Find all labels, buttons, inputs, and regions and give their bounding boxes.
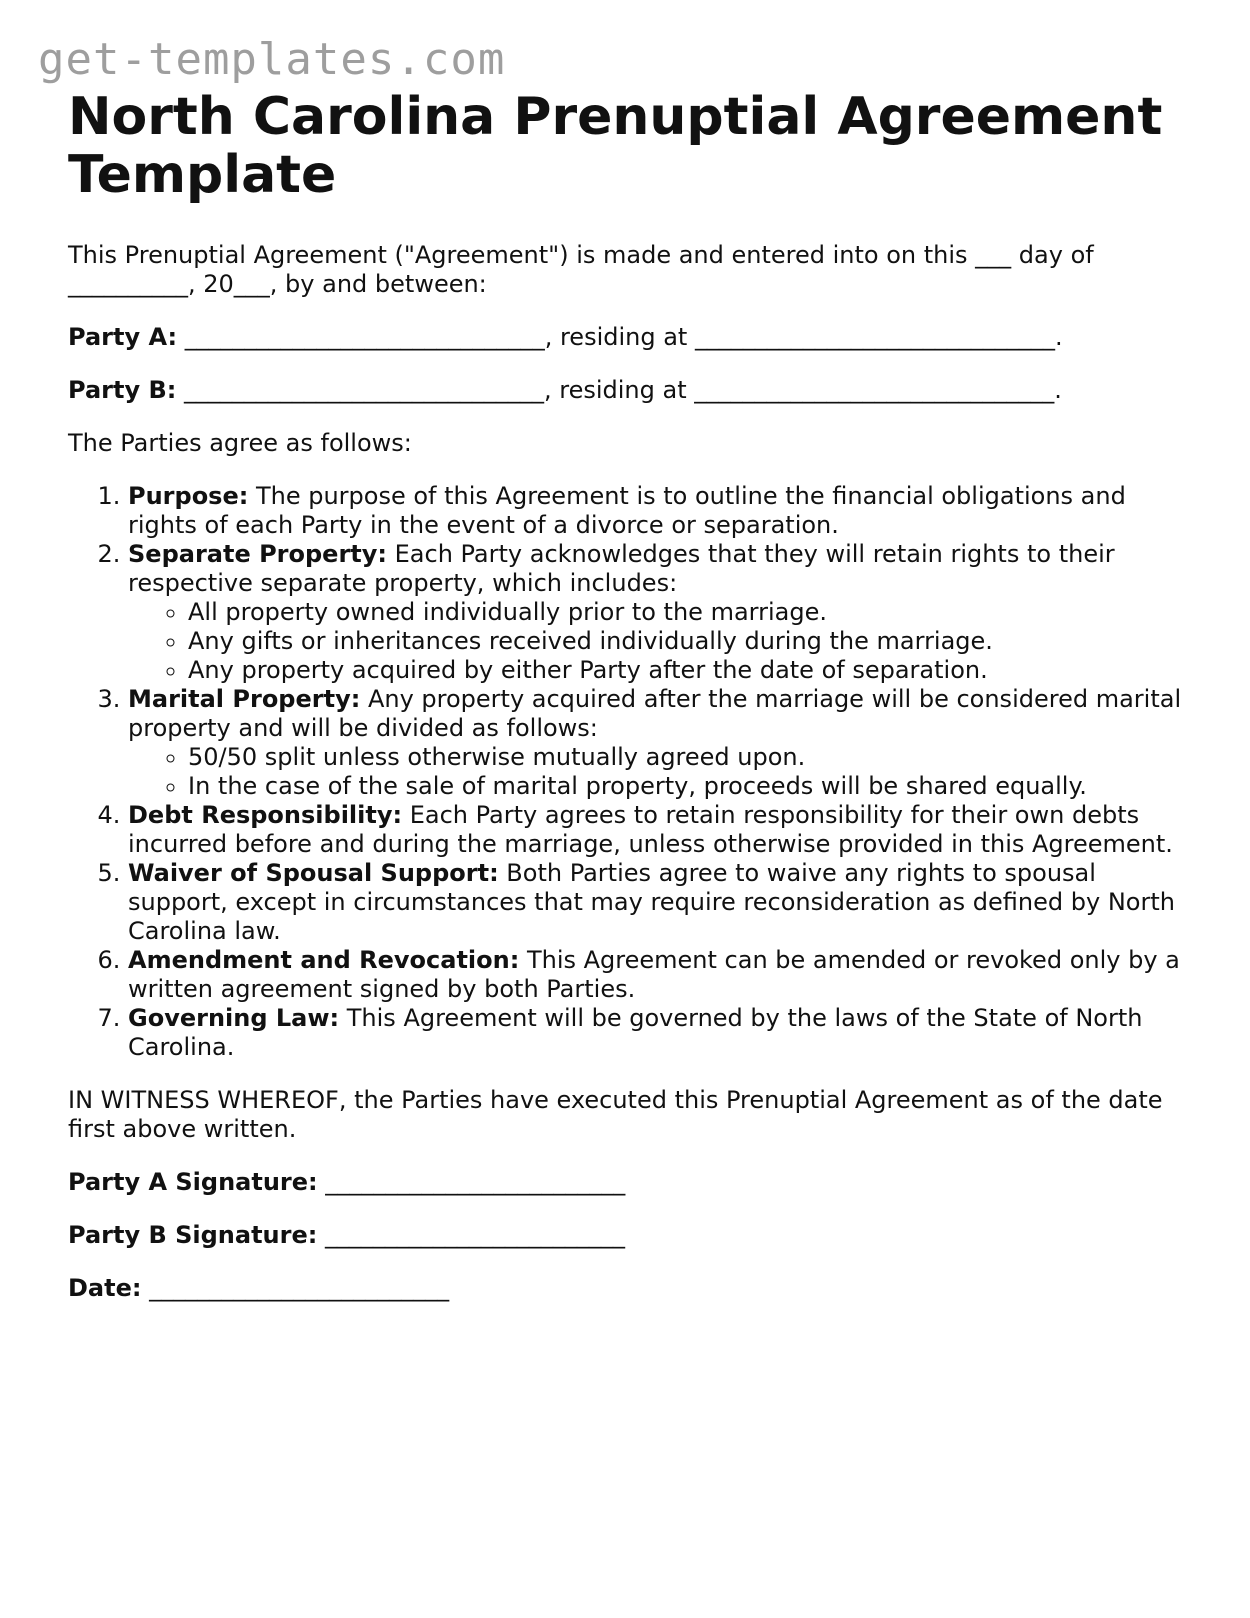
signature-label: Party B Signature: [68, 1221, 318, 1249]
date-label: Date: [68, 1274, 142, 1302]
party-a-line [68, 323, 1188, 352]
party-b-line [68, 376, 1188, 405]
clause-title: Marital Property: [128, 685, 361, 713]
signature-line: _________________________ [317, 1168, 626, 1196]
page-title: North Carolina Prenuptial Agreement Template [68, 87, 1163, 205]
clause-title: Purpose: [128, 482, 249, 510]
clause-list [68, 482, 1188, 1062]
clause-amendment [128, 946, 1188, 1004]
watermark: get-templates.com [38, 34, 506, 85]
marital-property-list [128, 743, 1188, 801]
clause-text: Each Party agrees to retain responsibility for their own debts incurred before and during the marriage, unless otherwise provided in this Agreement. [128, 801, 1173, 858]
signature-label: Party A Signature: [68, 1168, 318, 1196]
clause-purpose [128, 482, 1188, 540]
list-item: ◦ All property owned individually prior to the marriage. [188, 598, 1188, 627]
agree-follows: The Parties agree as follows: [68, 429, 412, 457]
clause-title: Governing Law: [128, 1004, 340, 1032]
list-item: ◦ Any property acquired by either Party after the date of separation. [188, 656, 1188, 685]
list-item: ◦ Any gifts or inheritances received individually during the marriage. [188, 627, 1188, 656]
party-a-signature [68, 1168, 1188, 1197]
clause-marital-property [128, 685, 1188, 801]
list-item: ◦ 50/50 split unless otherwise mutually agreed upon. [188, 743, 1188, 772]
clause-text: This Agreement can be amended or revoked only by a written agreement signed by both Parties. [128, 946, 1180, 1003]
clause-separate-property [128, 540, 1188, 685]
date-blank: _________________________ [141, 1274, 450, 1302]
document-body [68, 88, 1188, 1303]
witness-paragraph: IN WITNESS WHEREOF, the Parties have executed this Prenuptial Agreement as of the date first above written. [68, 1086, 1163, 1143]
party-b-signature [68, 1221, 1188, 1250]
clause-text: This Agreement will be governed by the laws of the State of North Carolina. [128, 1004, 1143, 1061]
clause-text: Both Parties agree to waive any rights to spousal support, except in circumstances that may require reconsideration as defined by North Carolina law. [128, 859, 1175, 945]
signature-line: _________________________ [317, 1221, 625, 1249]
clause-title: Debt Responsibility: [128, 801, 403, 829]
clause-text: Each Party acknowledges that they will retain rights to their respective separate property, which includes: [128, 540, 1115, 597]
date-line [68, 1274, 1188, 1303]
party-b-label: Party B: [68, 376, 177, 404]
party-a-blank: ______________________________, residing at ______________________________. [177, 323, 1063, 351]
party-a-label: Party A: [68, 323, 178, 351]
party-b-blank: ______________________________, residing at ______________________________. [176, 376, 1062, 404]
clause-spousal-support [128, 859, 1188, 946]
clause-text: The purpose of this Agreement is to outline the financial obligations and rights of each Party in the event of a divorce or separation. [128, 482, 1126, 539]
clause-title: Separate Property: [128, 540, 387, 568]
intro-paragraph: This Prenuptial Agreement ("Agreement") is made and entered into on this ___ day of __________, 20___, by and between: [68, 241, 1094, 298]
clause-debt-responsibility [128, 801, 1188, 859]
separate-property-list [128, 598, 1188, 685]
list-item: ◦ In the case of the sale of marital property, proceeds will be shared equally. [188, 772, 1188, 801]
clause-title: Amendment and Revocation: [128, 946, 520, 974]
clause-title: Waiver of Spousal Support: [128, 859, 499, 887]
clause-governing-law [128, 1004, 1188, 1062]
clause-text: Any property acquired after the marriage will be considered marital property and will be divided as follows: [128, 685, 1182, 742]
